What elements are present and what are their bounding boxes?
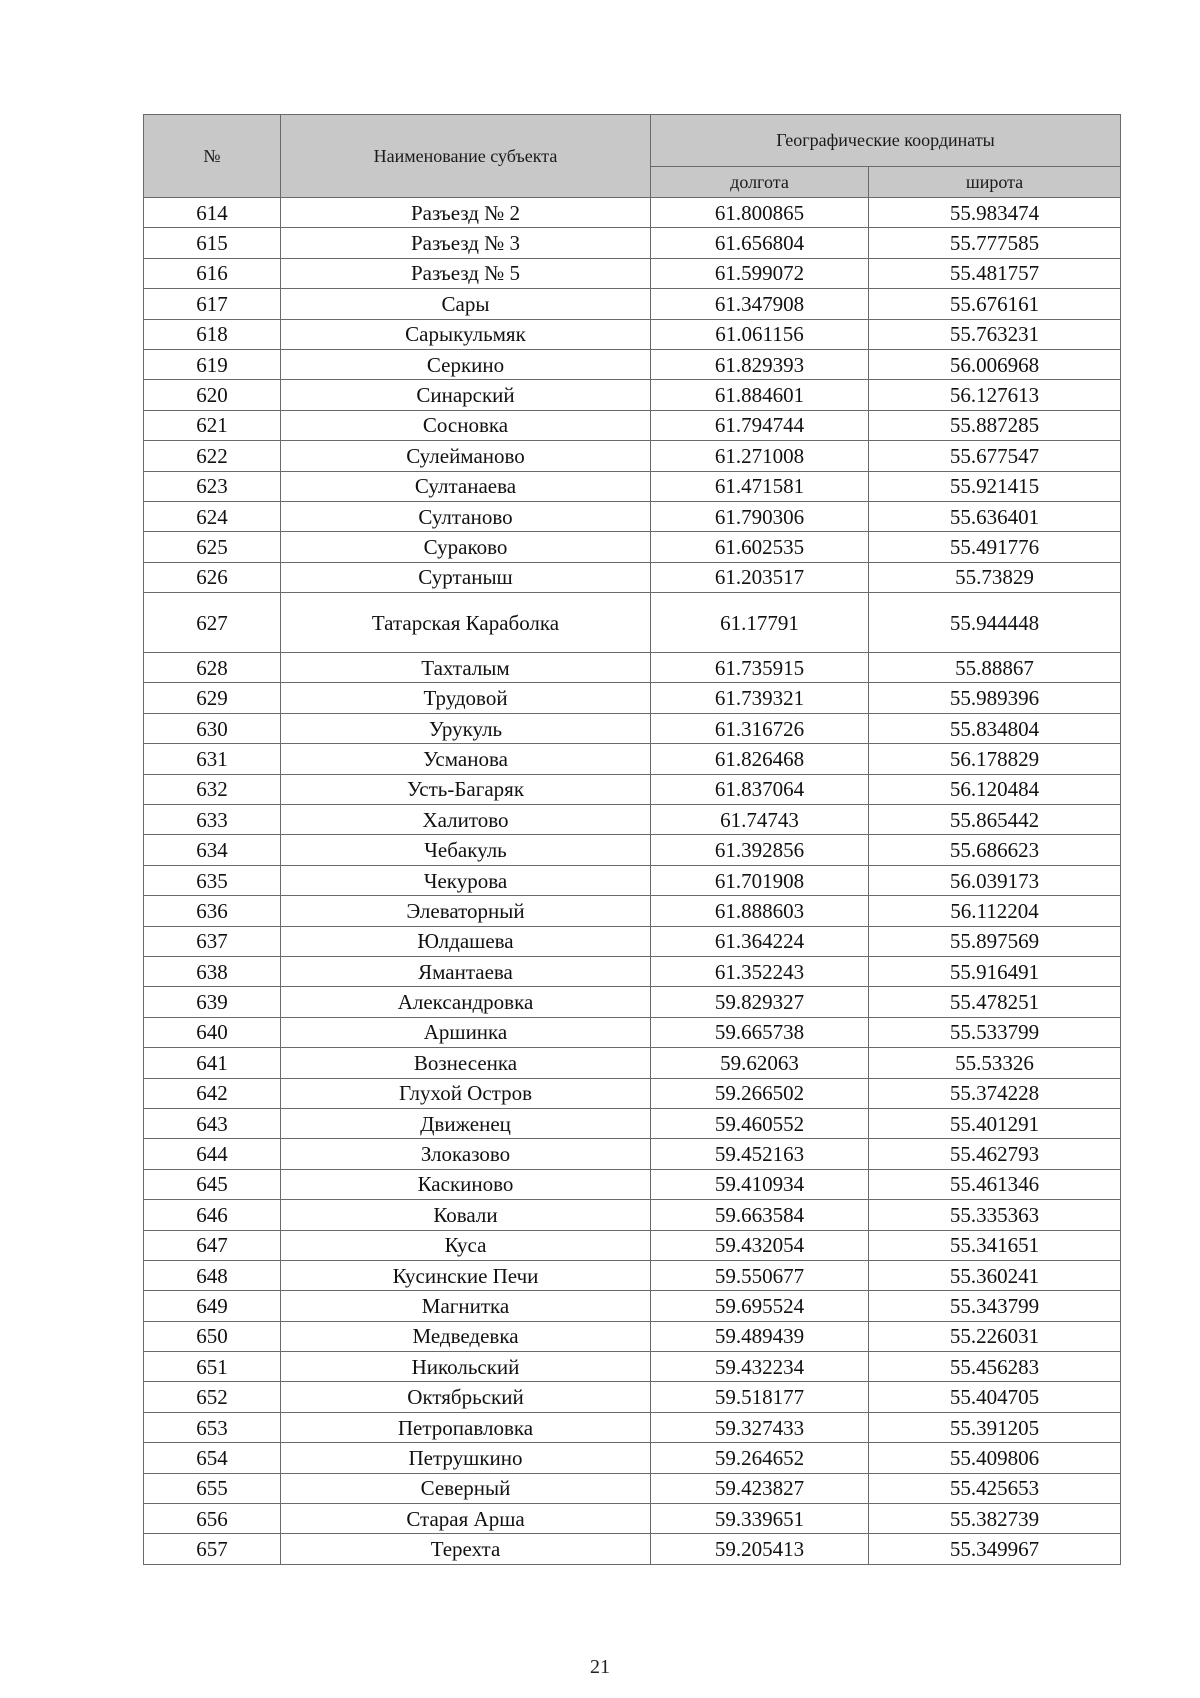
cell-number: 646 (144, 1200, 281, 1230)
cell-latitude: 55.763231 (869, 319, 1121, 349)
cell-number: 634 (144, 835, 281, 865)
table-row (144, 1443, 1121, 1473)
cell-latitude: 55.374228 (869, 1078, 1121, 1108)
cell-longitude: 59.205413 (651, 1534, 869, 1564)
cell-subject-name: Медведевка (281, 1321, 651, 1351)
cell-number: 617 (144, 289, 281, 319)
cell-latitude: 56.112204 (869, 896, 1121, 926)
table-row (144, 774, 1121, 804)
cell-latitude: 55.491776 (869, 532, 1121, 562)
cell-subject-name: Ямантаева (281, 956, 651, 986)
cell-longitude: 61.352243 (651, 956, 869, 986)
cell-latitude: 55.461346 (869, 1169, 1121, 1199)
cell-subject-name: Движенец (281, 1108, 651, 1138)
cell-subject-name: Никольский (281, 1352, 651, 1382)
table-row (144, 1169, 1121, 1199)
cell-longitude: 59.695524 (651, 1291, 869, 1321)
table-row (144, 683, 1121, 713)
cell-number: 620 (144, 380, 281, 410)
cell-subject-name: Петропавловка (281, 1412, 651, 1442)
cell-subject-name: Тахталым (281, 653, 651, 683)
table-row (144, 228, 1121, 258)
cell-latitude: 55.478251 (869, 987, 1121, 1017)
cell-longitude: 61.794744 (651, 410, 869, 440)
cell-subject-name: Разъезд № 2 (281, 198, 651, 228)
cell-longitude: 59.410934 (651, 1169, 869, 1199)
cell-longitude: 59.432054 (651, 1230, 869, 1260)
cell-latitude: 55.887285 (869, 410, 1121, 440)
cell-number: 619 (144, 349, 281, 379)
table-row (144, 1473, 1121, 1503)
cell-number: 645 (144, 1169, 281, 1199)
cell-number: 637 (144, 926, 281, 956)
table-row (144, 1321, 1121, 1351)
header-latitude: широта (869, 167, 1121, 198)
table-row (144, 1291, 1121, 1321)
cell-subject-name: Суртаныш (281, 562, 651, 592)
table-row (144, 744, 1121, 774)
cell-subject-name: Магнитка (281, 1291, 651, 1321)
cell-subject-name: Александровка (281, 987, 651, 1017)
cell-number: 653 (144, 1412, 281, 1442)
table-row (144, 593, 1121, 653)
table-row (144, 1200, 1121, 1230)
cell-latitude: 55.677547 (869, 441, 1121, 471)
cell-subject-name: Злоказово (281, 1139, 651, 1169)
cell-number: 621 (144, 410, 281, 440)
cell-longitude: 61.790306 (651, 501, 869, 531)
table-row (144, 471, 1121, 501)
cell-number: 632 (144, 774, 281, 804)
cell-latitude: 55.834804 (869, 713, 1121, 743)
cell-latitude: 55.989396 (869, 683, 1121, 713)
cell-longitude: 61.347908 (651, 289, 869, 319)
cell-number: 625 (144, 532, 281, 562)
cell-number: 626 (144, 562, 281, 592)
cell-subject-name: Элеваторный (281, 896, 651, 926)
cell-longitude: 61.735915 (651, 653, 869, 683)
cell-number: 654 (144, 1443, 281, 1473)
cell-latitude: 55.686623 (869, 835, 1121, 865)
cell-latitude: 55.636401 (869, 501, 1121, 531)
table-row (144, 1260, 1121, 1290)
cell-number: 631 (144, 744, 281, 774)
table-row (144, 956, 1121, 986)
cell-subject-name: Юлдашева (281, 926, 651, 956)
cell-number: 618 (144, 319, 281, 349)
table-row (144, 562, 1121, 592)
cell-longitude: 61.837064 (651, 774, 869, 804)
cell-longitude: 61.74743 (651, 805, 869, 835)
cell-subject-name: Ковали (281, 1200, 651, 1230)
cell-longitude: 61.701908 (651, 865, 869, 895)
cell-longitude: 59.62063 (651, 1048, 869, 1078)
table-row (144, 1048, 1121, 1078)
cell-latitude: 56.178829 (869, 744, 1121, 774)
cell-longitude: 61.602535 (651, 532, 869, 562)
cell-longitude: 59.829327 (651, 987, 869, 1017)
cell-longitude: 59.550677 (651, 1260, 869, 1290)
cell-latitude: 55.226031 (869, 1321, 1121, 1351)
cell-latitude: 55.983474 (869, 198, 1121, 228)
cell-subject-name: Усть-Багаряк (281, 774, 651, 804)
cell-subject-name: Сары (281, 289, 651, 319)
cell-latitude: 55.865442 (869, 805, 1121, 835)
table-row (144, 258, 1121, 288)
cell-longitude: 59.432234 (651, 1352, 869, 1382)
cell-longitude: 59.489439 (651, 1321, 869, 1351)
table-row (144, 1078, 1121, 1108)
cell-latitude: 55.897569 (869, 926, 1121, 956)
cell-subject-name: Глухой Остров (281, 1078, 651, 1108)
cell-latitude: 55.921415 (869, 471, 1121, 501)
cell-latitude: 55.456283 (869, 1352, 1121, 1382)
cell-subject-name: Октябрьский (281, 1382, 651, 1412)
cell-number: 651 (144, 1352, 281, 1382)
cell-longitude: 61.826468 (651, 744, 869, 774)
cell-latitude: 55.462793 (869, 1139, 1121, 1169)
cell-number: 642 (144, 1078, 281, 1108)
cell-subject-name: Урукуль (281, 713, 651, 743)
cell-longitude: 59.460552 (651, 1108, 869, 1138)
cell-longitude: 61.599072 (651, 258, 869, 288)
cell-latitude: 55.481757 (869, 258, 1121, 288)
cell-latitude: 55.343799 (869, 1291, 1121, 1321)
cell-longitude: 61.800865 (651, 198, 869, 228)
cell-number: 616 (144, 258, 281, 288)
table-row (144, 835, 1121, 865)
cell-number: 622 (144, 441, 281, 471)
table-row (144, 1352, 1121, 1382)
cell-number: 657 (144, 1534, 281, 1564)
cell-longitude: 61.364224 (651, 926, 869, 956)
cell-longitude: 61.17791 (651, 593, 869, 653)
cell-longitude: 59.264652 (651, 1443, 869, 1473)
cell-number: 652 (144, 1382, 281, 1412)
cell-subject-name: Сарыкульмяк (281, 319, 651, 349)
table-row (144, 380, 1121, 410)
cell-subject-name: Терехта (281, 1534, 651, 1564)
cell-number: 648 (144, 1260, 281, 1290)
cell-longitude: 59.266502 (651, 1078, 869, 1108)
cell-subject-name: Султаново (281, 501, 651, 531)
cell-number: 615 (144, 228, 281, 258)
table-row (144, 441, 1121, 471)
cell-longitude: 59.423827 (651, 1473, 869, 1503)
table-row (144, 1504, 1121, 1534)
cell-number: 614 (144, 198, 281, 228)
cell-number: 633 (144, 805, 281, 835)
cell-longitude: 61.829393 (651, 349, 869, 379)
cell-longitude: 59.663584 (651, 1200, 869, 1230)
table-row (144, 410, 1121, 440)
header-geo-coordinates: Географические координаты (651, 115, 1121, 167)
cell-number: 630 (144, 713, 281, 743)
cell-number: 656 (144, 1504, 281, 1534)
cell-longitude: 61.739321 (651, 683, 869, 713)
cell-subject-name: Разъезд № 5 (281, 258, 651, 288)
cell-subject-name: Сураково (281, 532, 651, 562)
cell-longitude: 61.888603 (651, 896, 869, 926)
cell-number: 647 (144, 1230, 281, 1260)
table-row (144, 713, 1121, 743)
table-row (144, 1108, 1121, 1138)
cell-latitude: 55.533799 (869, 1017, 1121, 1047)
cell-number: 639 (144, 987, 281, 1017)
cell-subject-name: Разъезд № 3 (281, 228, 651, 258)
cell-number: 650 (144, 1321, 281, 1351)
cell-subject-name: Трудовой (281, 683, 651, 713)
cell-number: 643 (144, 1108, 281, 1138)
cell-longitude: 61.392856 (651, 835, 869, 865)
cell-subject-name: Вознесенка (281, 1048, 651, 1078)
table-row (144, 1230, 1121, 1260)
table-row (144, 805, 1121, 835)
cell-latitude: 55.944448 (869, 593, 1121, 653)
table-row (144, 1534, 1121, 1564)
table-row (144, 987, 1121, 1017)
cell-latitude: 55.53326 (869, 1048, 1121, 1078)
cell-latitude: 55.401291 (869, 1108, 1121, 1138)
cell-subject-name: Халитово (281, 805, 651, 835)
table-row (144, 926, 1121, 956)
cell-latitude: 55.73829 (869, 562, 1121, 592)
cell-number: 623 (144, 471, 281, 501)
cell-longitude: 59.452163 (651, 1139, 869, 1169)
cell-subject-name: Сулейманово (281, 441, 651, 471)
cell-subject-name: Синарский (281, 380, 651, 410)
cell-subject-name: Каскиново (281, 1169, 651, 1199)
coordinates-table (143, 114, 1121, 1565)
cell-subject-name: Чекурова (281, 865, 651, 895)
cell-subject-name: Куса (281, 1230, 651, 1260)
table-row (144, 198, 1121, 228)
cell-latitude: 55.425653 (869, 1473, 1121, 1503)
table-row (144, 1382, 1121, 1412)
cell-number: 636 (144, 896, 281, 926)
cell-longitude: 59.665738 (651, 1017, 869, 1047)
cell-subject-name: Сосновка (281, 410, 651, 440)
cell-latitude: 55.404705 (869, 1382, 1121, 1412)
cell-subject-name: Серкино (281, 349, 651, 379)
cell-number: 629 (144, 683, 281, 713)
cell-latitude: 56.120484 (869, 774, 1121, 804)
table-row (144, 865, 1121, 895)
cell-latitude: 55.676161 (869, 289, 1121, 319)
cell-longitude: 59.339651 (651, 1504, 869, 1534)
cell-latitude: 55.382739 (869, 1504, 1121, 1534)
cell-latitude: 56.127613 (869, 380, 1121, 410)
cell-number: 627 (144, 593, 281, 653)
cell-latitude: 55.341651 (869, 1230, 1121, 1260)
cell-subject-name: Петрушкино (281, 1443, 651, 1473)
cell-latitude: 55.360241 (869, 1260, 1121, 1290)
cell-latitude: 56.006968 (869, 349, 1121, 379)
cell-subject-name: Старая Арша (281, 1504, 651, 1534)
cell-latitude: 55.916491 (869, 956, 1121, 986)
cell-subject-name: Аршинка (281, 1017, 651, 1047)
header-subject-name: Наименование субъекта (281, 115, 651, 198)
cell-longitude: 61.061156 (651, 319, 869, 349)
table-row (144, 1017, 1121, 1047)
cell-latitude: 56.039173 (869, 865, 1121, 895)
table-row (144, 319, 1121, 349)
header-longitude: долгота (651, 167, 869, 198)
cell-subject-name: Султанаева (281, 471, 651, 501)
table-body (144, 198, 1121, 1565)
cell-number: 644 (144, 1139, 281, 1169)
cell-latitude: 55.391205 (869, 1412, 1121, 1442)
cell-longitude: 61.656804 (651, 228, 869, 258)
page-number: 21 (590, 1656, 610, 1678)
cell-number: 638 (144, 956, 281, 986)
table-row (144, 1139, 1121, 1169)
cell-number: 624 (144, 501, 281, 531)
table-row (144, 289, 1121, 319)
cell-number: 649 (144, 1291, 281, 1321)
cell-number: 655 (144, 1473, 281, 1503)
table-row (144, 653, 1121, 683)
table-header (144, 115, 1121, 198)
cell-latitude: 55.409806 (869, 1443, 1121, 1473)
cell-latitude: 55.88867 (869, 653, 1121, 683)
cell-longitude: 61.884601 (651, 380, 869, 410)
table-row (144, 349, 1121, 379)
header-number: № (144, 115, 281, 198)
cell-longitude: 61.203517 (651, 562, 869, 592)
cell-latitude: 55.349967 (869, 1534, 1121, 1564)
cell-longitude: 61.471581 (651, 471, 869, 501)
cell-latitude: 55.335363 (869, 1200, 1121, 1230)
table-row (144, 532, 1121, 562)
cell-subject-name: Чебакуль (281, 835, 651, 865)
cell-subject-name: Усманова (281, 744, 651, 774)
cell-number: 640 (144, 1017, 281, 1047)
cell-number: 641 (144, 1048, 281, 1078)
cell-subject-name: Северный (281, 1473, 651, 1503)
cell-subject-name: Кусинские Печи (281, 1260, 651, 1290)
cell-number: 628 (144, 653, 281, 683)
cell-longitude: 59.518177 (651, 1382, 869, 1412)
cell-longitude: 59.327433 (651, 1412, 869, 1442)
table-row (144, 1412, 1121, 1442)
cell-subject-name: Татарская Караболка (281, 593, 651, 653)
cell-number: 635 (144, 865, 281, 895)
cell-longitude: 61.271008 (651, 441, 869, 471)
table-row (144, 501, 1121, 531)
cell-latitude: 55.777585 (869, 228, 1121, 258)
cell-longitude: 61.316726 (651, 713, 869, 743)
table-row (144, 896, 1121, 926)
